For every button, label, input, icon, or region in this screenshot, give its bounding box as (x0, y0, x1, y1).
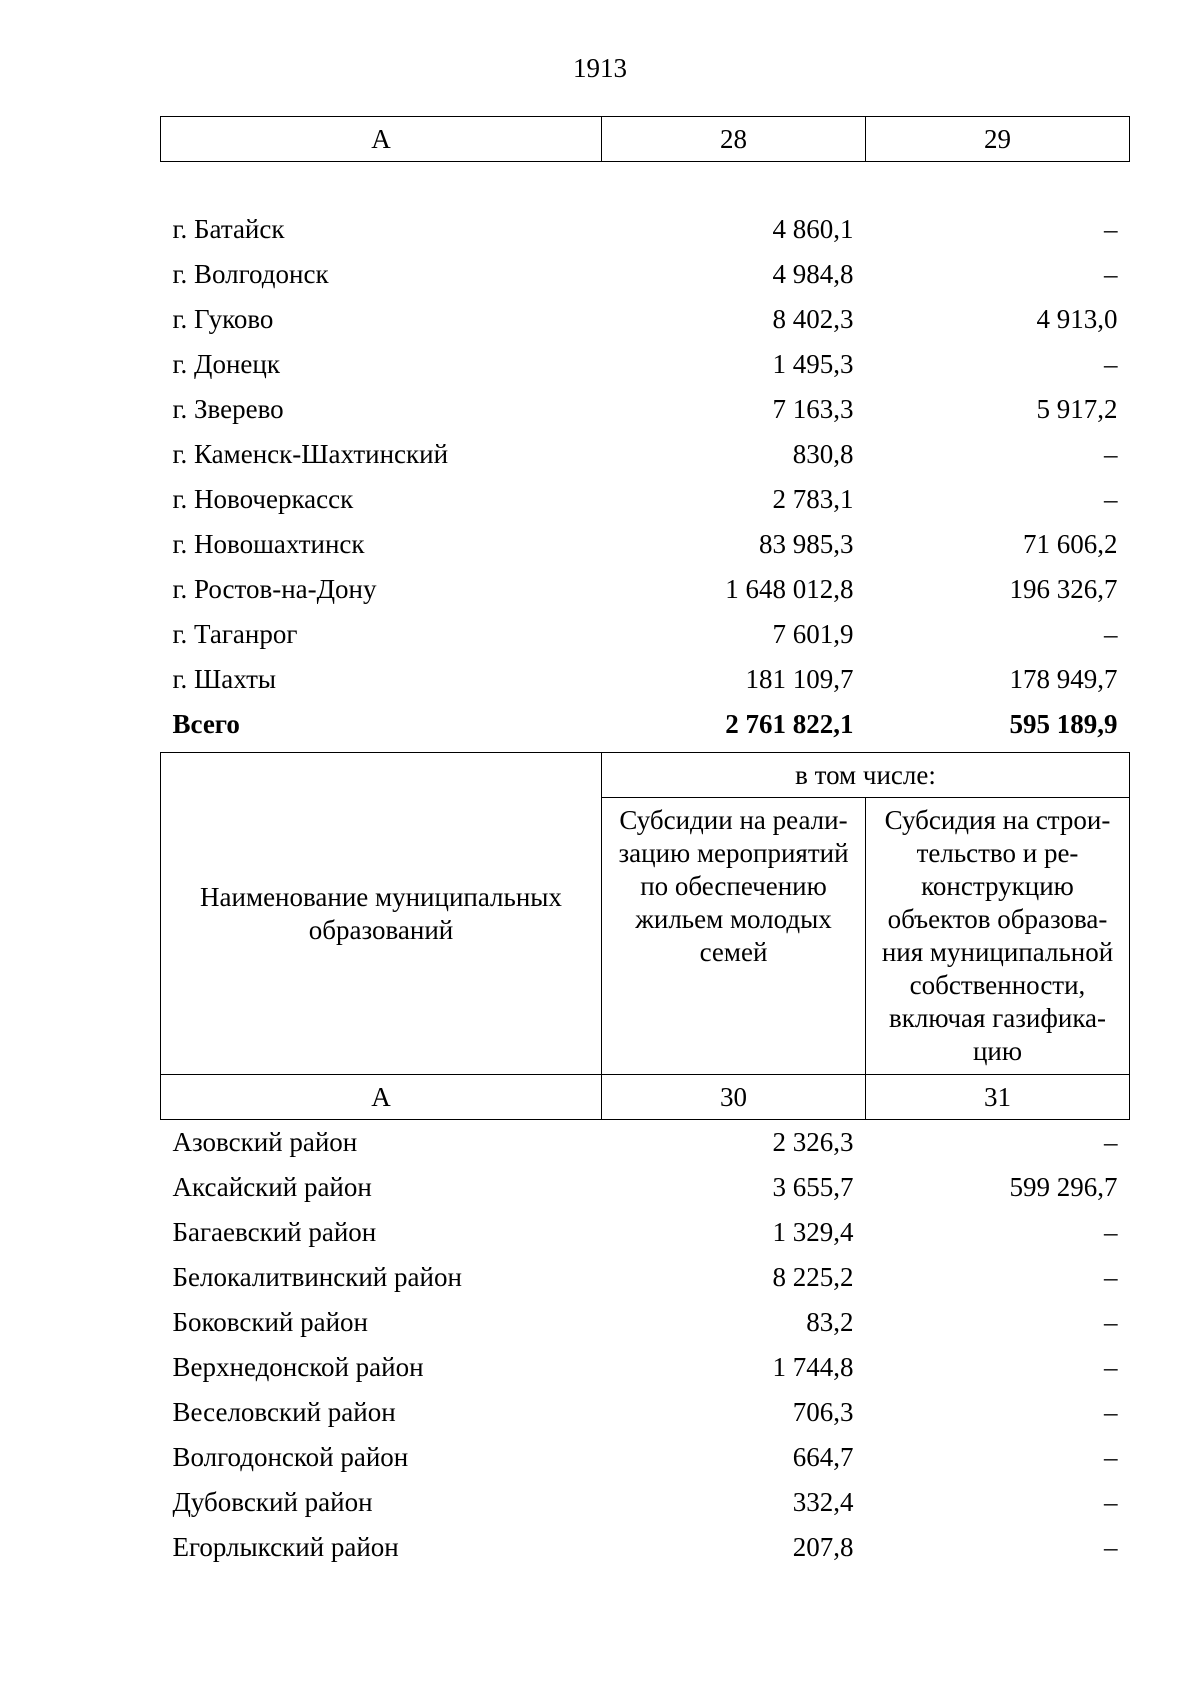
municipality-name: г. Зверево (172, 394, 284, 424)
value-col-28: 7 601,9 (772, 619, 854, 649)
column-index-30: 30 (602, 1075, 866, 1120)
page-number: 1913 (573, 53, 627, 83)
table-row (161, 657, 1130, 702)
municipality-name: г. Батайск (172, 214, 285, 244)
group-header-row (161, 753, 1130, 798)
municipality-name: Азовский район (172, 1127, 358, 1157)
table-row (161, 342, 1130, 387)
municipality-name: г. Таганрог (172, 619, 298, 649)
value-col-29: 4 913,0 (1036, 304, 1118, 334)
value-col-28: 83 985,3 (759, 529, 854, 559)
value-col-28: 181 109,7 (745, 664, 854, 694)
column-index-row (161, 117, 1130, 162)
municipality-name: г. Волгодонск (172, 259, 329, 289)
value-col-31: 599 296,7 (1009, 1172, 1118, 1202)
value-col-29: – (1104, 439, 1118, 469)
value-col-29: – (1104, 619, 1118, 649)
municipality-name: Веселовский район (172, 1397, 396, 1427)
total-label: Всего (172, 709, 240, 739)
table-row (161, 1480, 1130, 1525)
value-col-31: – (1104, 1397, 1118, 1427)
municipality-column-header: Наименование муниципальных образований (161, 753, 602, 1075)
value-col-30: 664,7 (792, 1442, 854, 1472)
value-col-28: 8 402,3 (772, 304, 854, 334)
value-col-31: – (1104, 1217, 1118, 1247)
value-col-28: 2 783,1 (772, 484, 854, 514)
column-index-row (161, 1075, 1130, 1120)
table-row (161, 252, 1130, 297)
value-col-29: – (1104, 484, 1118, 514)
value-col-28: 1 495,3 (772, 349, 854, 379)
table-row (161, 1120, 1130, 1166)
value-col-30: 2 326,3 (772, 1127, 854, 1157)
table-row (161, 1300, 1130, 1345)
value-col-31: – (1104, 1307, 1118, 1337)
group-header: в том числе: (602, 753, 1130, 798)
table-row (161, 207, 1130, 252)
value-col-30: 3 655,7 (772, 1172, 854, 1202)
table-row (161, 1390, 1130, 1435)
value-col-31: – (1104, 1127, 1118, 1157)
municipality-name: Боковский район (172, 1307, 368, 1337)
column-index-a: А (161, 1075, 602, 1120)
value-col-29: – (1104, 349, 1118, 379)
table-row (161, 1525, 1130, 1570)
table-row (161, 1435, 1130, 1480)
table-row (161, 1345, 1130, 1390)
value-col-28: 4 984,8 (772, 259, 854, 289)
value-col-31: – (1104, 1352, 1118, 1382)
column-30-header: Субсидии на реали-зацию мероприятий по обеспечению жильем молодых семей (602, 798, 866, 1075)
municipality-name: Верхнедонской район (172, 1352, 424, 1382)
municipality-name: г. Ростов-на-Дону (172, 574, 377, 604)
municipality-name: Егорлыкский район (172, 1532, 399, 1562)
value-col-29: 5 917,2 (1036, 394, 1118, 424)
value-col-30: 1 744,8 (772, 1352, 854, 1382)
column-index-31: 31 (866, 1075, 1130, 1120)
municipality-name: г. Новошахтинск (172, 529, 365, 559)
value-col-28: 4 860,1 (772, 214, 854, 244)
column-index-29: 29 (866, 117, 1130, 162)
municipality-name: Дубовский район (172, 1487, 373, 1517)
table-part-1 (160, 116, 1130, 747)
value-col-30: 1 329,4 (772, 1217, 854, 1247)
value-col-30: 332,4 (792, 1487, 854, 1517)
municipality-name: г. Гуково (172, 304, 274, 334)
municipality-name: г. Шахты (172, 664, 277, 694)
value-col-30: 706,3 (792, 1397, 854, 1427)
table-row (161, 522, 1130, 567)
municipality-name: г. Новочеркасск (172, 484, 354, 514)
municipality-name: Аксайский район (172, 1172, 372, 1202)
value-col-28: 7 163,3 (772, 394, 854, 424)
table-row (161, 387, 1130, 432)
column-index-28: 28 (602, 117, 866, 162)
table-row (161, 1255, 1130, 1300)
value-col-30: 207,8 (792, 1532, 854, 1562)
value-col-28: 830,8 (792, 439, 854, 469)
column-31-header: Субсидия на строи-тельство и ре-конструкцию объектов образова-ния муниципальной собственности, включая газифика-цию (866, 798, 1130, 1075)
total-col-28: 2 761 822,1 (725, 709, 854, 739)
total-col-29: 595 189,9 (1009, 709, 1118, 739)
table-row (161, 297, 1130, 342)
municipality-name: Белокалитвинский район (172, 1262, 462, 1292)
table-row (161, 477, 1130, 522)
table-part-2 (160, 752, 1130, 1570)
municipality-name: Волгодонской район (172, 1442, 409, 1472)
value-col-29: – (1104, 214, 1118, 244)
table-row (161, 1165, 1130, 1210)
value-col-29: 196 326,7 (1009, 574, 1118, 604)
value-col-31: – (1104, 1532, 1118, 1562)
table-row (161, 1210, 1130, 1255)
municipality-name: Багаевский район (172, 1217, 377, 1247)
value-col-29: 71 606,2 (1023, 529, 1118, 559)
value-col-29: 178 949,7 (1009, 664, 1118, 694)
municipality-name: г. Каменск-Шахтинский (172, 439, 449, 469)
municipality-name: г. Донецк (172, 349, 280, 379)
value-col-31: – (1104, 1442, 1118, 1472)
value-col-29: – (1104, 259, 1118, 289)
table-row (161, 567, 1130, 612)
total-row (161, 702, 1130, 747)
value-col-28: 1 648 012,8 (725, 574, 854, 604)
table-row (161, 432, 1130, 477)
table-row (161, 612, 1130, 657)
value-col-31: – (1104, 1262, 1118, 1292)
value-col-31: – (1104, 1487, 1118, 1517)
value-col-30: 8 225,2 (772, 1262, 854, 1292)
column-index-a: А (161, 117, 602, 162)
value-col-30: 83,2 (806, 1307, 854, 1337)
